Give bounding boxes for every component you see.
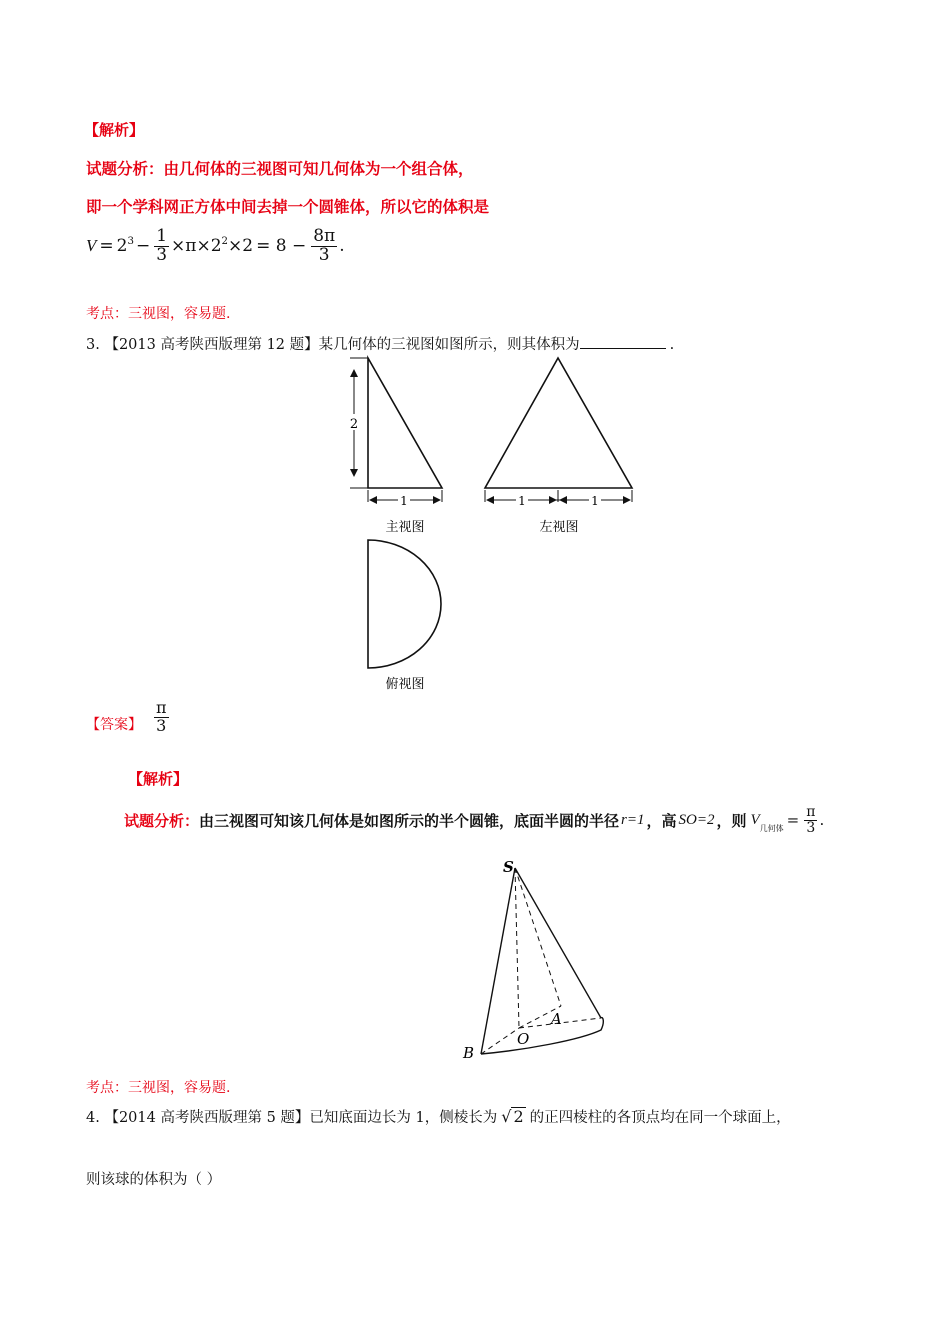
volume-subscript: 几何体 <box>759 824 784 834</box>
point-A: A <box>551 1010 562 1028</box>
question-4-line-2: 则该球的体积为（ ） <box>86 1172 222 1188</box>
half-cone-figure <box>455 850 620 1065</box>
sqrt-expr <box>501 1107 525 1126</box>
point-S: S <box>503 858 514 876</box>
formula-frac2 <box>311 228 337 265</box>
analysis-prefix-2: 试题分析： <box>124 811 200 830</box>
formula-base: 2 <box>116 236 128 257</box>
kaodian-1: 考点：三视图，容易题. <box>86 306 231 322</box>
base-arc <box>481 1018 603 1054</box>
volume-eq: = <box>786 811 800 830</box>
formula-minus: − <box>135 236 151 257</box>
formula-frac1 <box>154 228 169 265</box>
formula-times2: ×2 <box>228 236 254 257</box>
point-B: B <box>463 1044 475 1062</box>
top-view-semicircle <box>368 540 441 668</box>
left-view-triangle <box>485 358 632 488</box>
volume-frac <box>804 805 817 835</box>
edge-S-right <box>515 868 601 1018</box>
answer-den: 3 <box>156 715 167 735</box>
analysis-header-2: 【解析】 <box>128 770 189 788</box>
point-O: O <box>517 1030 530 1048</box>
analysis-line-1: 试题分析：由几何体的三视图可知几何体为一个组合体， <box>86 160 474 178</box>
so-expr: SO=2 <box>678 811 715 828</box>
question-4-text: 4. 【2014 高考陕西版理第 5 题】已知底面边长为 1，侧棱长为 <box>86 1110 498 1126</box>
volume-frac-den: 3 <box>806 819 816 836</box>
formula-frac1-den: 3 <box>156 244 168 265</box>
top-view-label: 俯视图 <box>385 677 425 692</box>
front-width-label: 1 <box>400 494 408 508</box>
analysis-body-2: 由三视图可知该几何体是如图所示的半个圆锥，底面半圆的半径 <box>199 811 620 830</box>
analysis-line-2: 即一个学科网正方体中间去掉一个圆锥体，所以它的体积是 <box>86 198 490 216</box>
question-4 <box>86 1106 791 1127</box>
analysis-header-1: 【解析】 <box>84 121 145 139</box>
kaodian-2: 考点：三视图，容易题. <box>86 1080 231 1096</box>
analysis-line-3 <box>124 805 824 835</box>
three-views-figure <box>330 350 650 700</box>
formula-times-pi: ×π× <box>171 236 211 257</box>
answer-value <box>152 700 171 735</box>
edge-SB <box>481 868 515 1054</box>
formula-eq: = <box>99 236 114 257</box>
formula-end: . <box>339 236 345 257</box>
front-view-triangle <box>368 358 442 488</box>
left-width-label-1: 1 <box>518 494 526 508</box>
formula-base2: 2 <box>210 236 222 257</box>
volume-end: . <box>819 811 825 830</box>
volume-formula <box>86 228 345 265</box>
volume-symbol: V <box>750 811 760 828</box>
formula-exp2: 2 <box>221 236 229 247</box>
radius-expr: r=1 <box>621 811 645 828</box>
answer-blank <box>580 334 666 349</box>
front-height-label: 2 <box>349 417 359 432</box>
answer-label: 【答案】 <box>86 717 142 733</box>
formula-frac2-num: 8π <box>313 226 336 246</box>
sqrt-value: 2 <box>513 1107 524 1127</box>
question-3-text: 3. 【2013 高考陕西版理第 12 题】某几何体的三视图如图所示，则其体积为 <box>86 337 580 353</box>
question-4-text-after: 的正四棱柱的各顶点均在同一个球面上， <box>529 1110 791 1126</box>
formula-eq2: = 8 − <box>256 236 307 257</box>
front-view-label: 主视图 <box>385 520 425 535</box>
sqrt-sign: √ <box>501 1107 512 1126</box>
left-width-label-2: 1 <box>591 494 599 508</box>
formula-frac2-den: 3 <box>318 244 330 265</box>
left-view-label: 左视图 <box>539 520 579 535</box>
formula-exp: 3 <box>127 236 134 247</box>
edge-SO <box>515 868 519 1028</box>
then-text: ，则 <box>716 811 747 830</box>
volume-frac-num: π <box>806 804 816 820</box>
answer-num: π <box>156 698 167 717</box>
formula-lhs: V <box>86 236 97 256</box>
question-3-end: . <box>669 337 675 353</box>
height-text: ，高 <box>646 811 677 830</box>
formula-frac1-num: 1 <box>156 226 168 246</box>
